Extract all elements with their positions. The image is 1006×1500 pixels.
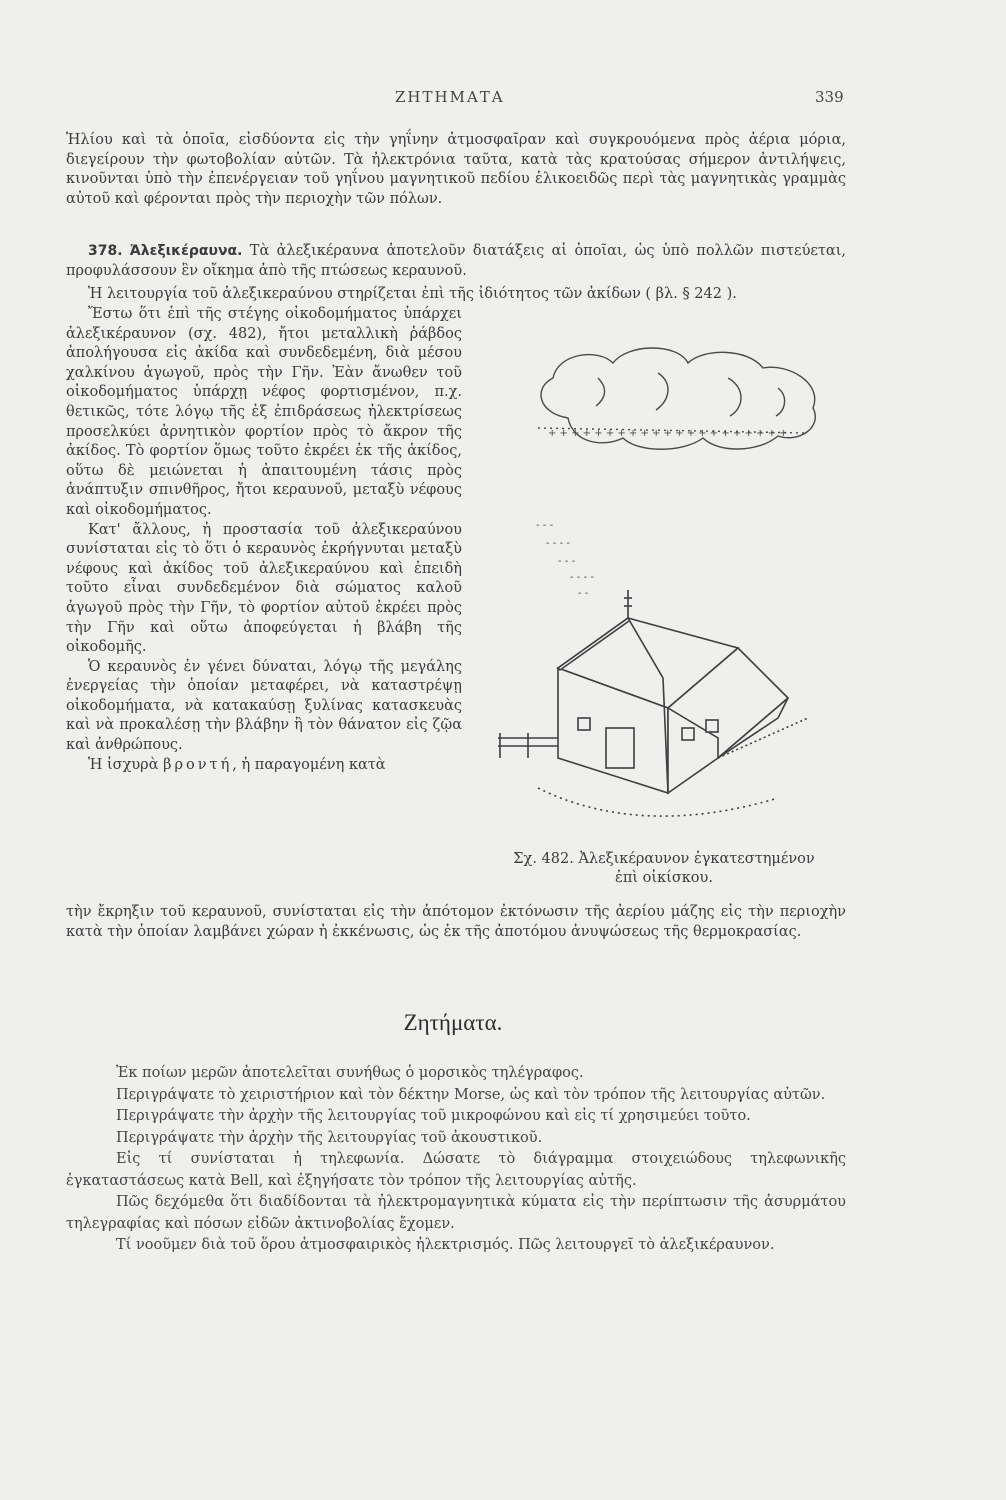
section-number: 378. [88,243,123,259]
svg-text:- - -: - - - [558,556,576,567]
thunder-lead: Ἡ ἰσχυρὰ [88,756,164,773]
section-378-lead [66,242,846,281]
figure-caption-line-2: ἐπὶ οἰκίσκου. [615,870,713,886]
section-paragraph-5: Ὁ κεραυνὸς ἐν γένει δύναται, λόγῳ τῆς μεγάλης ἐνεργείας τὴν ὁποίαν μεταφέρει, νὰ καταστρέψῃ οἰκοδομήματα, νὰ κατακαύσῃ ξυλίνας κατασκευὰς καὶ νὰ προκαλέσῃ τὴν βλάβην ἢ τὸν θάνατον εἰς ζῷα καὶ ἀνθρώπους. [66,658,462,754]
figure-caption-line-1: Σχ. 482. Ἀλεξικέραυνον ἐγκατεστημένον [513,851,815,867]
question-item: Τί νοοῦμεν διὰ τοῦ ὅρου ἀτμοσφαιρικὸς ἠλεκτρισμός. Πῶς λειτουργεῖ τὸ ἀλεξικέραυνον. [116,1237,775,1253]
svg-text:- -: - - [578,588,589,599]
charge-marks [536,428,788,599]
svg-text:+ + + + + + + + + + + + + + +: + + + + + + + + + + + + + + + + + + + + + [548,428,788,439]
thunder-term: βροντή [163,756,233,773]
questions-heading: Ζητήματα. [403,1010,503,1035]
page-number: 339 [815,88,844,106]
section-title: Ἀλεξικέραυνα. [129,243,243,259]
house-illustration [498,590,808,816]
figure-caption [484,850,844,888]
svg-text:- - -: - - - [536,520,554,531]
section-paragraph-2: Ἡ λειτουργία τοῦ ἀλεξικεραύνου στηρίζεται ἐπὶ τῆς ἰδιότητος τῶν ἀκίδων ( βλ. § 242 ). [88,286,737,302]
section-lead-text: Τὰ ἀλεξικέραυνα ἀποτελοῦν διατάξεις αἱ ὁποῖαι, ὡς ὑπὸ πολλῶν πιστεύεται, προφυλάσσουν ἓν οἴκημα ἀπὸ τῆς πτώσεως κεραυνοῦ. [66,243,847,279]
questions-list [66,1063,846,1257]
intro-paragraph: Ἡλίου καὶ τὰ ὁποῖα, εἰσδύοντα εἰς τὴν γηΐνην ἀτμοσφαῖραν καὶ συγκρουόμενα πρὸς ἀέρια μόρια, διεγείρουν τὴν φωτοβολίαν αὐτῶν. Τὰ ἠλεκτρόνια ταῦτα, κατὰ τὰς κρατούσας σήμερον ἀντιλήψεις, κινοῦνται ὑπὸ τὴν ἐπενέργειαν τοῦ γηΐνου μαγνητικοῦ πεδίου ἑλικοειδῶς περὶ τὰς μαγνητικὰς γραμμὰς αὐτοῦ καὶ φέρονται πρὸς τὴν περιοχὴν τῶν πόλων. [66,132,846,207]
section-paragraph-4: Κατ' ἄλλους, ἡ προστασία τοῦ ἀλεξικεραύνου συνίσταται εἰς τὸ ὅτι ὁ κεραυνὸς ἐκρήγνυται μεταξὺ νέφους καὶ ἀκίδος τοῦ ἀλεξικεραύνου καὶ ἐπειδὴ τοῦτο εἶναι συνδεδεμένον διὰ σώματος καλοῦ ἀγωγοῦ πρὸς τὴν Γῆν, τὸ φορτίον αὐτοῦ ἐκρέει πρὸς τὴν Γῆν καὶ οὕτω ἀποφεύγεται ἡ βλάβη τῆς οἰκοδομῆς. [66,521,462,656]
section-paragraph-3: Ἔστω ὅτι ἐπὶ τῆς στέγης οἰκοδομήματος ὑπάρχει ἀλεξικέραυνον (σχ. 482), ἤτοι μεταλλικὴ ῥάβδος ἀπολήγουσα εἰς ἀκίδα καὶ συνδεδεμένη, διὰ μέσου χαλκίνου ἀγωγοῦ, πρὸς τὴν Γῆν. Ἐὰν ἄνωθεν τοῦ οἰκοδομήματος ὑπάρχῃ νέφος φορτισμένον, π.χ. θετικῶς, τότε λόγῳ τῆς ἐξ ἐπιδράσεως ἠλεκτρίσεως προσελκύει ἀρνητικὸν φορτίον πρὸς τὸ ἄκρον τῆς ἀκίδος. Τὸ φορτίον ὅμως τοῦτο ἐκρέει ἐκ τῆς ἀκίδος, οὕτω δὲ μειώνεται ἡ ἀπαιτουμένη τάσις πρὸς ἀνάπτυξιν σπινθῆρος, ἤτοι κεραυνοῦ, μεταξὺ νέφους καὶ οἰκοδομήματος. [66,306,462,518]
question-item: Περιγράψατε τὴν ἀρχὴν τῆς λειτουργίας τοῦ ἀκουστικοῦ. [116,1129,543,1146]
question-item: Πῶς δεχόμεθα ὅτι διαδίδονται τὰ ἠλεκτρομαγνητικὰ κύματα εἰς τὴν περίπτωσιν τῆς ἀσυρμάτου τηλεγραφίας καὶ πόσων εἰδῶν ἀκτινοβολίας ἔχομεν. [66,1194,846,1232]
question-item: Περιγράψατε τὸ χειριστήριον καὶ τὸν δέκτην Morse, ὡς καὶ τὸν τρόπον τῆς λειτουργίας αὐτῶν. [116,1086,826,1103]
page-header [0,88,1006,112]
left-column [66,305,462,775]
question-item: Ἐκ ποίων μερῶν ἀποτελεῖται συνήθως ὁ μορσικὸς τηλέγραφος. [116,1065,584,1081]
question-item: Περιγράψατε τὴν ἀρχὴν τῆς λειτουργίας τοῦ μικροφώνου καὶ εἰς τί χρησιμεύει τοῦτο. [116,1108,751,1124]
svg-text:- - - -: - - - - [546,538,570,549]
question-item: Εἰς τί συνίσταται ἡ τηλεφωνία. Δώσατε τὸ διάγραμμα στοιχειώδους τηλεφωνικῆς ἐγκαταστάσεως κατὰ Bell, καὶ ἐξηγήσατε τὸν τρόπον τῆς λειτουργίας αὐτῆς. [66,1151,846,1189]
running-title: ΖΗΤΗΜΑΤΑ [395,88,505,106]
lightning-rod-figure [478,318,838,878]
section-paragraph-6-end: τὴν ἔκρηξιν τοῦ κεραυνοῦ, συνίσταται εἰς τὴν ἀπότομον ἐκτόνωσιν τῆς ἀερίου μάζης εἰς τὴν περιοχὴν κατὰ τὴν ὁποίαν λαμβάνει χώραν ἡ ἐκκένωσις, ὡς ἐκ τῆς ἀποτόμου ἀνυψώσεως τῆς θερμοκρασίας. [66,904,846,940]
section-paragraph-6-start [66,756,462,776]
thunder-rest: , ἡ παραγομένη κατὰ [232,756,386,773]
svg-text:- - - -: - - - - [570,572,594,583]
